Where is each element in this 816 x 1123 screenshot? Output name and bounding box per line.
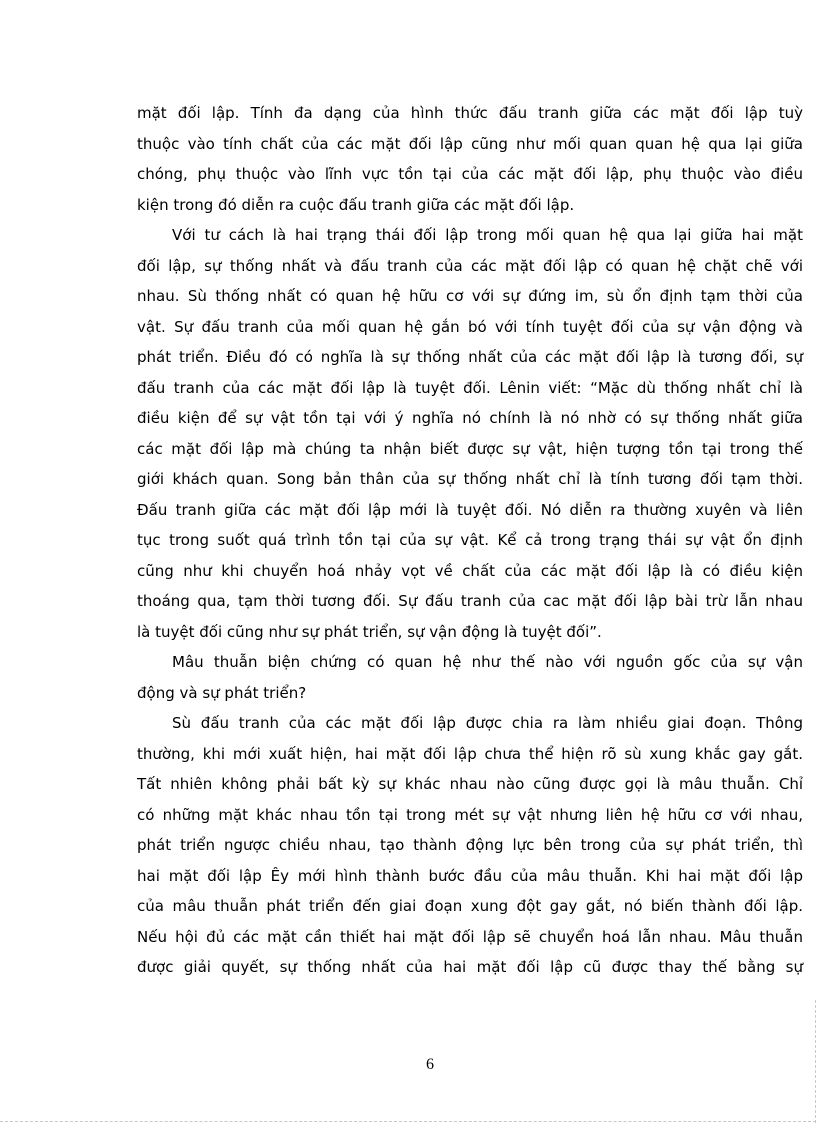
- text-line: giới khách quan. Song bản thân của sự thống nhất chỉ là tính tương đối tạm thời.: [137, 470, 803, 488]
- text-line: nhau. Sù thống nhất có quan hệ hữu cơ với sự đứng im, sù ổn định tạm thời của: [137, 287, 803, 305]
- text-line: thuộc vào tính chất của các mặt đối lập cũng như mối quan quan hệ qua lại giữa: [137, 134, 803, 153]
- text-line: tục trong suốt quá trình tồn tại của sự vật. Kể cả trong trạng thái sự vật ổn định: [137, 531, 803, 549]
- text-line: mặt đối lập. Tính đa dạng của hình thức đấu tranh giữa các mặt đối lập tuỳ: [137, 104, 803, 122]
- text-line: động và sự phát triển?: [137, 683, 307, 702]
- paragraph-continuation: [137, 98, 803, 220]
- text-line: được giải quyết, sự thống nhất của hai mặt đối lập cũ được thay thế bằng sự: [137, 958, 803, 976]
- text-line: là tuyệt đối cũng như sự phát triển, sự vận động là tuyệt đối”.: [137, 622, 602, 641]
- text-line: điều kiện để sự vật tồn tại với ý nghĩa nó chính là nó nhờ có sự thống nhất giữa: [137, 409, 803, 427]
- page-number: 6: [426, 1056, 434, 1073]
- text-line: cũng như khi chuyển hoá nhảy vọt về chất của các mặt đối lập là có điều kiện: [137, 561, 803, 580]
- text-line: đấu tranh của các mặt đối lập là tuyệt đối. Lênin viết: “Mặc dù thống nhất chỉ là: [137, 378, 803, 397]
- text-line: hai mặt đối lập Êy mới hình thành bước đầu của mâu thuẫn. Khi hai mặt đối lập: [137, 866, 803, 885]
- paragraph-contradiction-stages: [137, 708, 803, 983]
- text-line: các mặt đối lập mà chúng ta nhận biết được sự vật, hiện tượng tồn tại trong thế: [137, 439, 803, 458]
- text-line: Với tư cách là hai trạng thái đối lập trong mối quan hệ qua lại giữa hai mặt: [172, 226, 803, 244]
- paragraph-unity-struggle: [137, 220, 803, 647]
- text-line: đối lập, sự thống nhất và đấu tranh của các mặt đối lập có quan hệ chặt chẽ với: [137, 256, 803, 275]
- text-line: của mâu thuẫn phát triển đến giai đoạn xung đột gay gắt, nó biến thành đối lập.: [137, 897, 803, 915]
- text-line: kiện trong đó diễn ra cuộc đấu tranh giữa các mặt đối lập.: [137, 195, 575, 214]
- paragraph-question: [137, 647, 803, 708]
- body-text: [137, 98, 803, 983]
- text-line: Đấu tranh giữa các mặt đối lập mới là tuyệt đối. Nó diễn ra thường xuyên và liên: [137, 500, 803, 519]
- text-line: phát triển. Điều đó có nghĩa là sự thống nhất của các mặt đối lập là tương đối, sự: [137, 348, 803, 366]
- text-line: chóng, phụ thuộc vào lĩnh vực tồn tại của các mặt đối lập, phụ thuộc vào điều: [137, 165, 803, 183]
- text-line: thường, khi mới xuất hiện, hai mặt đối lập chưa thể hiện rõ sù xung khắc gay gắt.: [137, 744, 803, 763]
- text-line: Sù đấu tranh của các mặt đối lập được chia ra làm nhiều giai đoạn. Thông: [172, 714, 803, 732]
- page-bottom-border: [0, 1121, 816, 1122]
- text-line: phát triển ngược chiều nhau, tạo thành động lực bên trong của sự phát triển, thì: [137, 836, 803, 854]
- text-line: Tất nhiên không phải bất kỳ sự khác nhau nào cũng được gọi là mâu thuẫn. Chỉ: [137, 775, 803, 793]
- text-line: có những mặt khác nhau tồn tại trong mét sự vật nhưng liên hệ hữu cơ với nhau,: [137, 805, 803, 824]
- text-line: Mâu thuẫn biện chứng có quan hệ như thế nào với nguồn gốc của sự vận: [172, 653, 803, 671]
- text-line: vật. Sự đấu tranh của mối quan hệ gắn bó với tính tuyệt đối của sự vận động và: [137, 317, 803, 336]
- text-line: Nếu hội đủ các mặt cần thiết hai mặt đối lập sẽ chuyển hoá lẫn nhau. Mâu thuẫn: [137, 927, 803, 946]
- text-line: thoáng qua, tạm thời tương đối. Sự đấu tranh của cac mặt đối lập bài trừ lẫn nhau: [137, 592, 803, 610]
